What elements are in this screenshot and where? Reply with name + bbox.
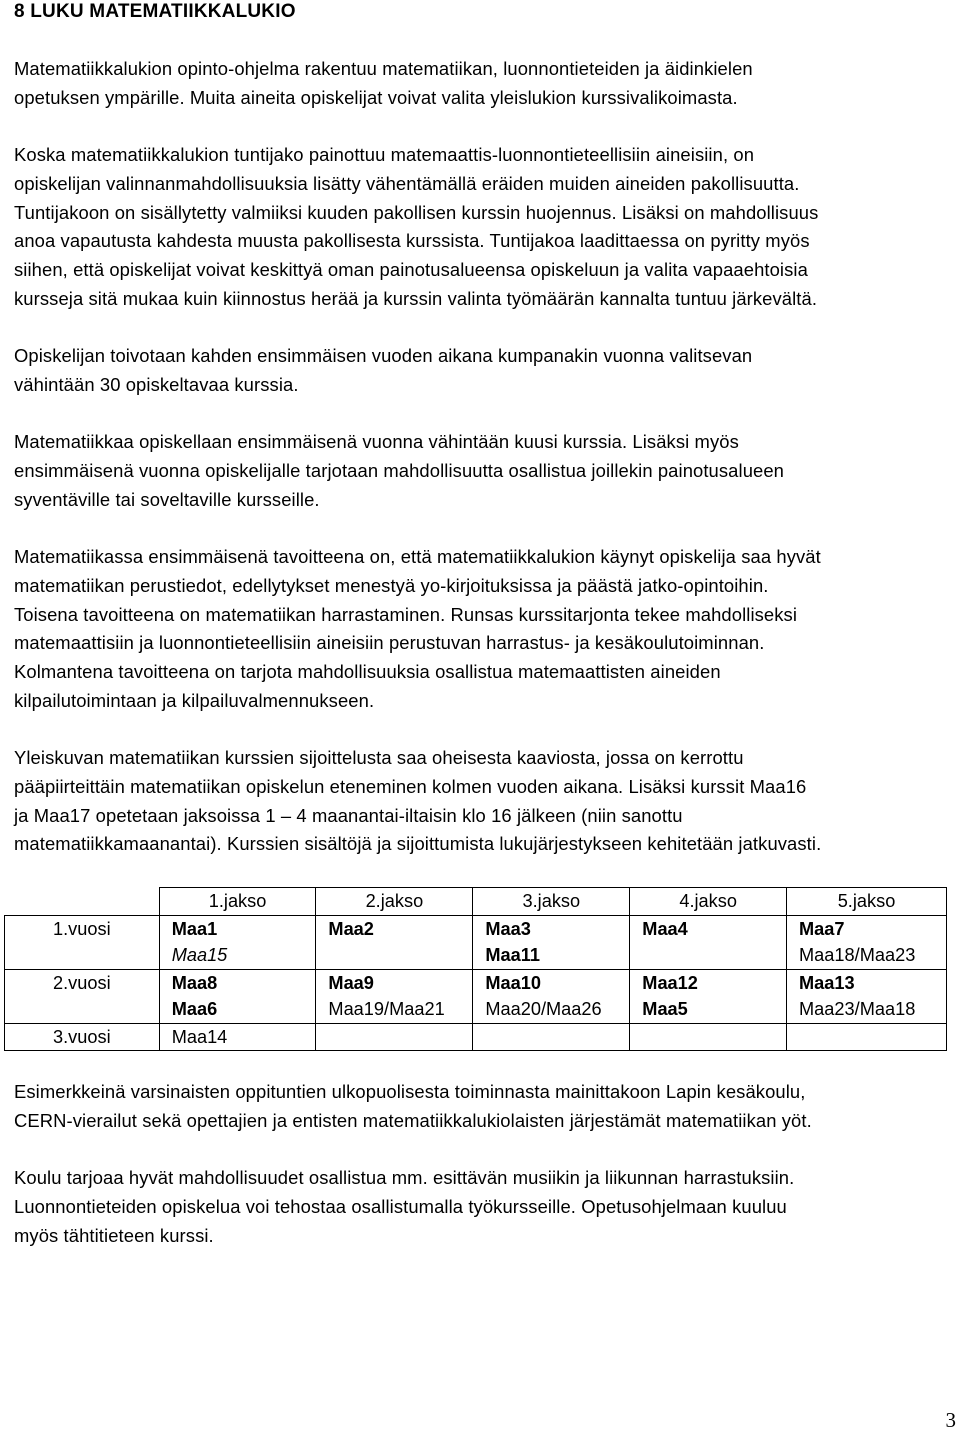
text-line: matematiikan perustiedot, edellytykset menestyä yo-kirjoituksissa ja päästä jatko-opintoihin. <box>14 574 769 596</box>
text-line: kursseja sitä mukaa kuin kiinnostus herää ja kurssin valinta työmäärän kannalta tuntuu järkevältä. <box>14 287 818 309</box>
period-header: 5.jakso <box>787 888 947 916</box>
course-code: Maa12 <box>642 972 698 993</box>
text-line: Opiskelijan toivotaan kahden ensimmäisen vuoden aikana kumpanakin vuonna valitsevan <box>14 345 753 366</box>
table-cell <box>630 915 787 969</box>
course-code: Maa15 <box>171 945 228 965</box>
table-corner <box>5 888 160 916</box>
table-cell <box>316 915 473 969</box>
text-line: anoa vapautusta kahdesta muusta pakollisesta kurssista. Tuntijakoa laadittaessa on pyritty myös <box>14 230 810 252</box>
table-cell <box>787 915 947 969</box>
text-line: pääpiirteittäin matematiikan opiskelun eteneminen kolmen vuoden aikana. Lisäksi kurssit Maa16 <box>14 775 807 797</box>
text-line: siihen, että opiskelijat voivat keskittyä oman painotusalueensa opiskeluun ja valita vapaaehtoisia <box>14 259 808 281</box>
course-code: Maa5 <box>642 999 688 1019</box>
table-cell <box>316 1023 473 1051</box>
course-code: Maa10 <box>485 972 541 993</box>
year-label: 1.vuosi <box>5 915 160 969</box>
course-code: Maa11 <box>485 945 540 965</box>
table-cell <box>787 969 947 1023</box>
table-cell <box>630 969 787 1023</box>
course-code: Maa1 <box>171 918 218 939</box>
table-row <box>5 969 947 1023</box>
text-line: Koulu tarjoaa hyvät mahdollisuudet osallistua mm. esittävän musiikin ja liikunnan harrastuksiin. <box>14 1167 795 1188</box>
course-code: Maa2 <box>328 918 374 939</box>
table-header-row <box>5 888 947 916</box>
table-cell <box>159 1023 316 1051</box>
text-line: Esimerkkeinä varsinaisten oppituntien ulkopuolisesta toiminnasta mainittakoon Lapin kesäkoulu, <box>14 1081 806 1102</box>
text-line: opiskelijan valinnanmahdollisuuksia lisätty vähentämällä eräiden muiden aineiden pakollisuutta. <box>14 172 800 194</box>
table-cell <box>316 969 473 1023</box>
text-line: ensimmäisenä vuonna opiskelijalle tarjotaan mahdollisuutta osallistua joillekin painotusalueen <box>14 459 785 481</box>
chapter-heading: 8 LUKU MATEMATIIKKALUKIO <box>14 1 296 22</box>
text-line: vähintään 30 opiskeltavaa kurssia. <box>14 373 299 395</box>
paragraph-first-year <box>14 428 954 514</box>
text-line: matemaattisiin ja luonnontieteellisiin aineisiin perustuvan harrastus- ja kesäkoulutoiminnan. <box>14 632 765 654</box>
text-line: Kolmantena tavoitteena on tarjota mahdollisuuksia osallistua matemaattisten aineiden <box>14 661 721 683</box>
course-code: Maa20/Maa26 <box>485 999 602 1019</box>
paragraph-goals <box>14 543 954 716</box>
paragraph-overview <box>14 744 954 859</box>
year-label: 2.vuosi <box>5 969 160 1023</box>
course-code: Maa4 <box>642 918 688 939</box>
paragraph-intro <box>14 55 954 113</box>
year-label: 3.vuosi <box>5 1023 160 1051</box>
paragraph-hobbies <box>14 1164 954 1250</box>
text-line: Tuntijakoon on sisällytetty valmiiksi kuuden pakollisen kurssin huojennus. Lisäksi on mahdollisuus <box>14 201 819 223</box>
course-code: Maa8 <box>171 972 218 993</box>
table-cell <box>159 969 316 1023</box>
page-number: 3 <box>945 1408 956 1432</box>
course-code: Maa18/Maa23 <box>799 945 916 965</box>
table-row <box>5 1023 947 1051</box>
text-line: Yleiskuvan matematiikan kurssien sijoittelusta saa oheisesta kaaviosta, jossa on kerrottu <box>14 747 744 768</box>
course-code: Maa13 <box>799 972 855 993</box>
table-cell <box>630 1023 787 1051</box>
course-code: Maa9 <box>328 972 374 993</box>
text-line: Toisena tavoitteena on matematiikan harrastaminen. Runsas kurssitarjonta tekee mahdolliseksi <box>14 603 798 625</box>
course-code: Maa19/Maa21 <box>328 999 445 1019</box>
table-cell <box>473 969 630 1023</box>
text-line: CERN-vierailut sekä opettajien ja entisten matematiikkalukiolaisten järjestämät matematiikan yöt. <box>14 1109 812 1131</box>
table-cell <box>473 1023 630 1051</box>
table-cell <box>473 915 630 969</box>
course-schedule-table <box>4 887 947 1051</box>
course-code: Maa7 <box>799 918 845 939</box>
period-header: 1.jakso <box>159 888 316 916</box>
text-line: Matematiikkaa opiskellaan ensimmäisenä vuonna vähintään kuusi kurssia. Lisäksi myös <box>14 431 739 452</box>
table-cell <box>787 1023 947 1051</box>
text-line: syventäville tai soveltaville kursseille. <box>14 488 320 510</box>
course-code: Maa3 <box>485 918 531 939</box>
text-line: ja Maa17 opetetaan jaksoissa 1 – 4 maanantai-iltaisin klo 16 jälkeen (niin sanottu <box>14 804 683 826</box>
paragraph-timetable <box>14 141 954 314</box>
text-line: myös tähtitieteen kurssi. <box>14 1224 214 1246</box>
text-line: Koska matematiikkalukion tuntijako painottuu matemaattis-luonnontieteellisiin aineisiin, on <box>14 144 755 165</box>
table-row <box>5 915 947 969</box>
table-cell <box>159 915 316 969</box>
text-line: Matematiikassa ensimmäisenä tavoitteena on, että matematiikkalukion käynyt opiskelija saa hyvät <box>14 546 821 567</box>
text-line: opetuksen ympärille. Muita aineita opiskelijat voivat valita yleislukion kurssivalikoimasta. <box>14 86 738 108</box>
text-line: Luonnontieteiden opiskelua voi tehostaa osallistumalla työkursseille. Opetusohjelmaan kuuluu <box>14 1195 787 1217</box>
course-code: Maa6 <box>171 999 218 1019</box>
period-header: 2.jakso <box>316 888 473 916</box>
paragraph-activities <box>14 1078 954 1136</box>
paragraph-course-count <box>14 342 954 400</box>
text-line: matematiikkamaanantai). Kurssien sisältöjä ja sijoittumista lukujärjestykseen kehitetään jatkuvasti. <box>14 833 822 855</box>
text-line: kilpailutoimintaan ja kilpailuvalmennukseen. <box>14 689 375 711</box>
course-code: Maa23/Maa18 <box>799 999 916 1019</box>
period-header: 4.jakso <box>630 888 787 916</box>
period-header: 3.jakso <box>473 888 630 916</box>
course-code: Maa14 <box>171 1026 228 1047</box>
text-line: Matematiikkalukion opinto-ohjelma rakentuu matematiikan, luonnontieteiden ja äidinkielen <box>14 58 753 79</box>
